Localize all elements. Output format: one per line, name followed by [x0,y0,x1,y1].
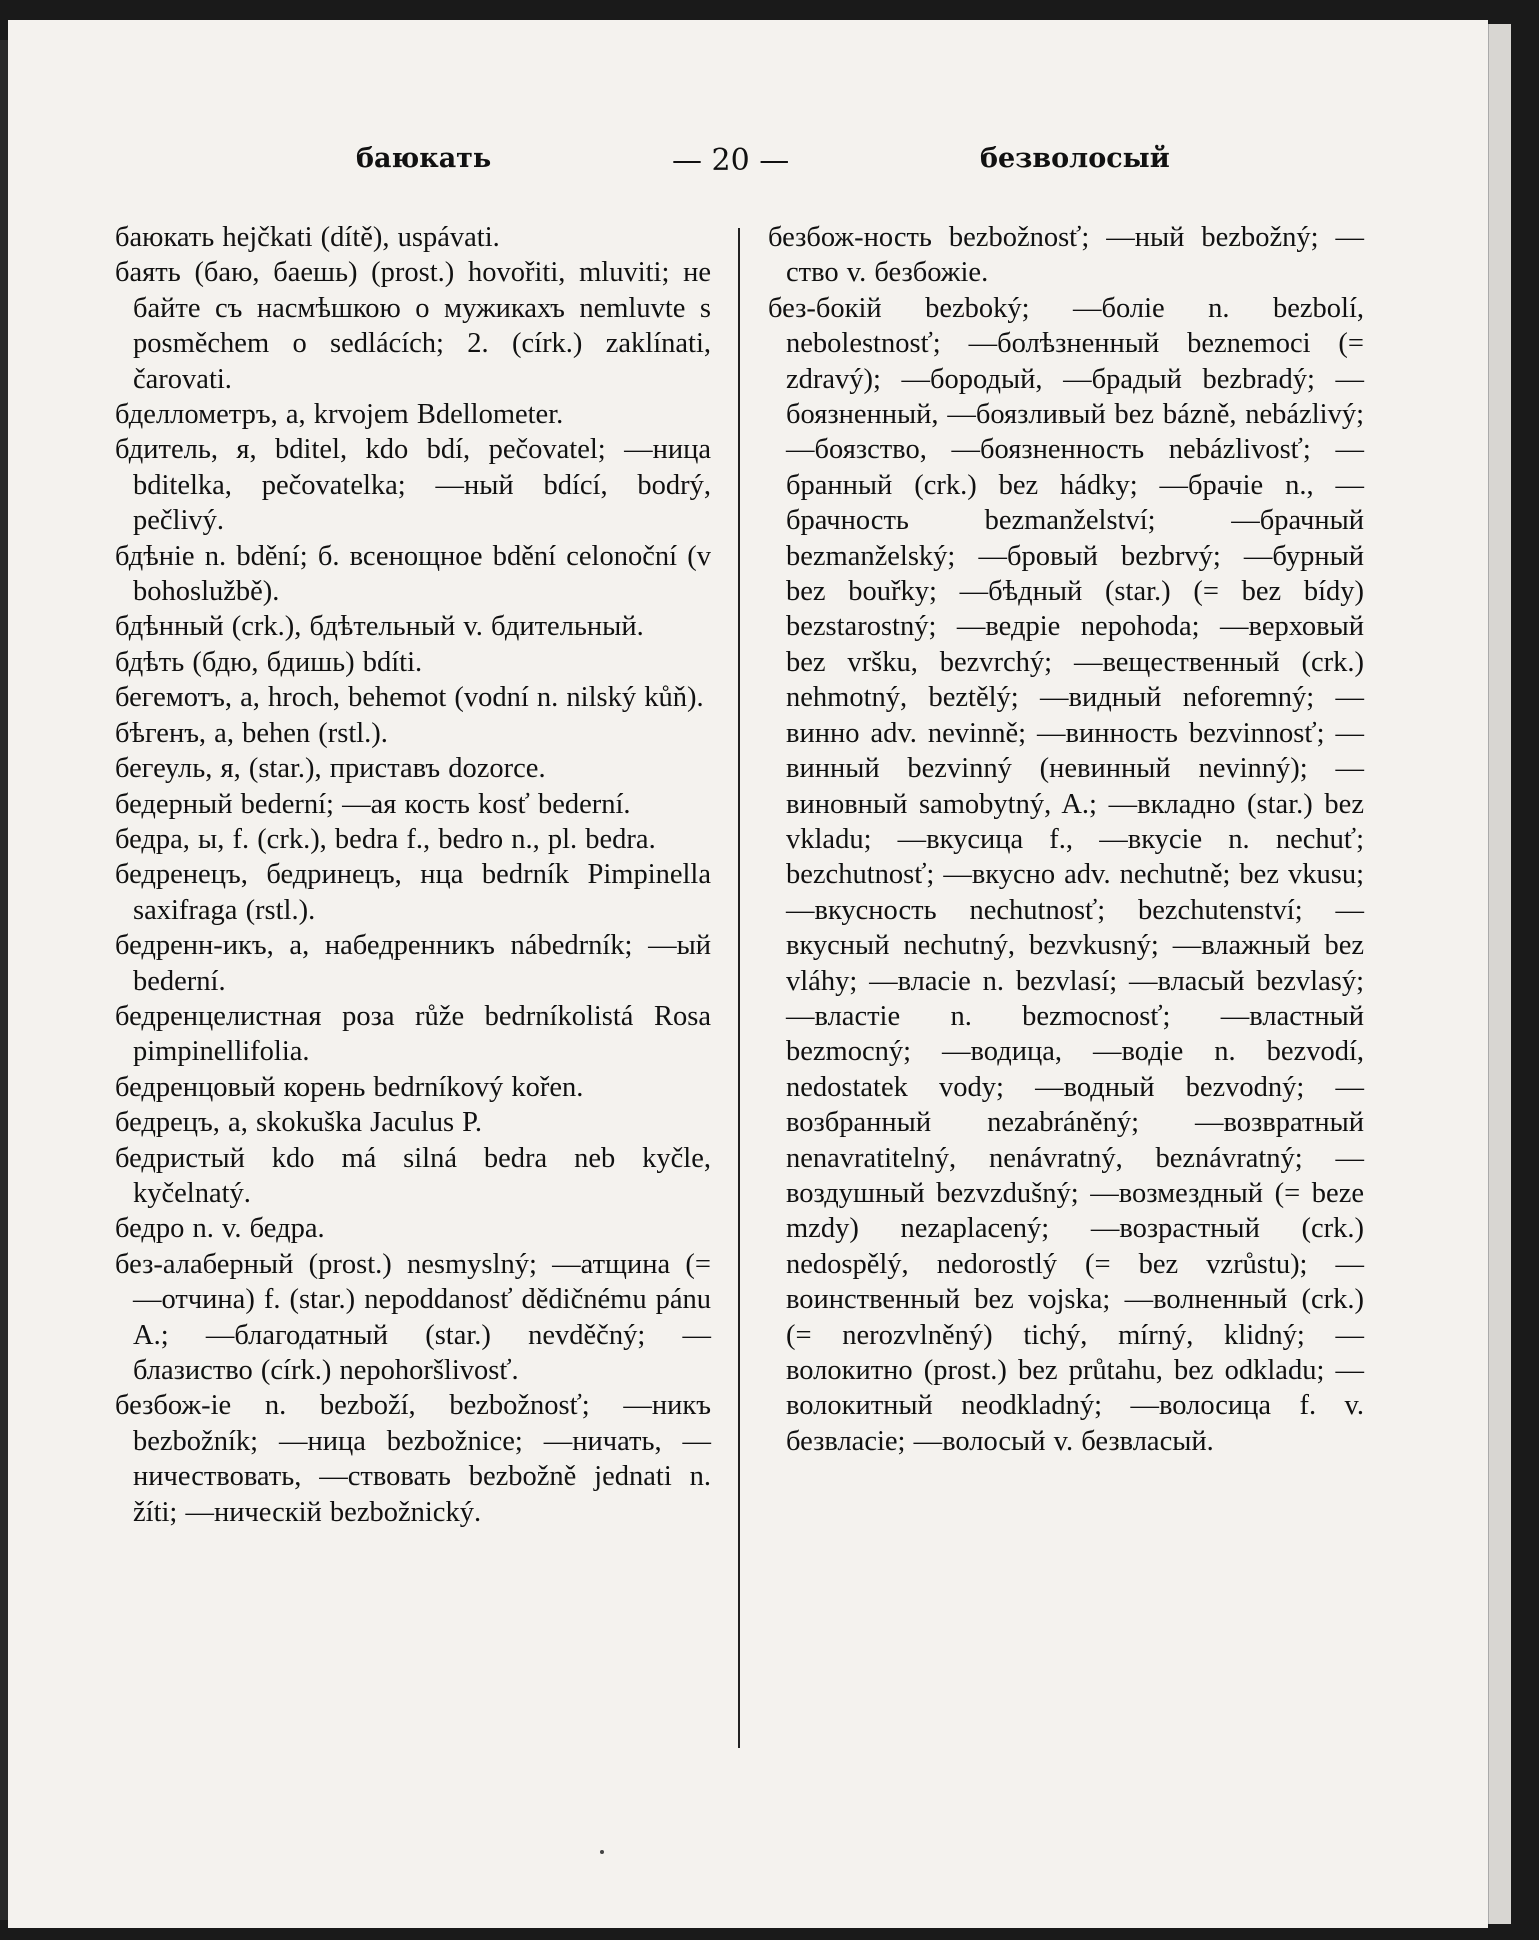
dictionary-page [8,20,1488,1928]
dictionary-entry: бедренецъ, бедринецъ, нца bedrník Pimpinella saxifraga (rstl.). [115,859,711,926]
dictionary-entry: бедро n. v. бедра. [115,1213,325,1245]
column-divider [738,228,740,1748]
dictionary-entry: без-бокій bezboký; —болie n. bezbolí, nebolestnosť; —болѣзненный beznemoci (= zdravý); —бородый, —брадый bezbradý; —боязненный, —боязливый bez bázně, nebázlivý; —боязство, —боязненность nebázlivosť; —бранный (crk.) bez hádky; —брачіе n., —брачность bezmanželství; —брачный bezmanželský; —бровый bezbrvý; —бурный bez bouřky; —бѣдный (star.) (= bez bídy) bezstarostný; —ведріе nepohoda; —верховый bez vršku, bezvrchý; —вещественный (crk.) nehmotný, beztělý; —видный neforemný; —винно adv. nevinně; —винность bezvinnosť; —винный bezvinný (невинный nevinný); —виновный samobytný, A.; —вкладно (star.) bez vkladu; —вкусица f., —вкусіе n. nechuť; bezchutnosť; —вкусно adv. nechutně; bez vkusu; —вкусность nechutnosť; bezchutenství; —вкусный nechutný, bezvkusný; —влажный bez vláhy; —власіе n. bezvlasí; —власый bezvlasý; —властіе n. bezmocnosť; —властный bezmocný; —водица, —водіе n. bezvodí, nedostatek vody; —водный bezvodný; —возбранный nezabráněný; —возвратный nenavratitelný, nenávratný, beznávratný; —воздушный bezvzdušný; —возмездный (= beze mzdy) nezaplacený; —возрастный (crk.) nedospělý, nedorostlý (= bez vzrůstu); —воинственный bez vojska; —волненный (crk.) (= nerozvlněný) tichý, mírný, klidný; —волокитно (prost.) bez průtahu, bez odkladu; —волокитный neodkladný; —волосица f. v. безвласіе; —волосый v. безвласый. [768,292,1364,1457]
dictionary-entry: бедерный bederní; —ая кость kosť bederní. [115,788,631,820]
dictionary-entry: баюкать hejčkati (dítě), uspávati. [115,222,500,253]
dictionary-entry: бедра, ы, f. (crk.), bedra f., bedro n., pl. bedra. [115,823,656,855]
dictionary-entry: бедренцелистная роза růže bedrníkolistá Rosa pimpinellifolia. [115,1000,711,1068]
page-header [8,143,1488,183]
dictionary-entry: безбож-ность bezbožnosť; —ный bezbožný; —ство v. безбожіе. [768,222,1364,289]
page-edge [1488,24,1511,1924]
dictionary-entry: бдѣть (бдю, бдишь) bdíti. [115,646,423,678]
dictionary-entry: бедренцовый корень bedrníkový kořen. [115,1071,584,1103]
dictionary-entry: бдѣніе n. bdění; б. всенощное bdění celonoční (v bohoslužbě). [115,540,711,608]
dictionary-entry: бегеуль, я, (star.), приставъ dozorce. [115,753,546,785]
header-left-guide-word: баюкать [356,143,492,174]
page-number: — 20 — [672,143,790,178]
print-speck [600,1850,604,1854]
header-right-guide-word: безволосый [980,143,1170,174]
dictionary-entry: без-алаберный (prost.) nesmyslný; —атщина (= —отчина) f. (star.) nepoddanosť dědičnému pánu A.; —благодатный (star.) nevděčný; —блазиство (círk.) nepohoršlivosť. [115,1248,711,1386]
dictionary-entry: бедристый kdo má silná bedra neb kyčle, kyčelnatý. [115,1142,711,1209]
right-column [768,220,1364,1459]
dictionary-entry: бѣгенъ, а, behen (rstl.). [115,717,388,749]
dictionary-entry: бедрецъ, а, skokuška Jaculus P. [115,1107,482,1139]
dictionary-entry: бедренн-икъ, а, набедренникъ nábedrník; —ый bederní. [115,930,711,997]
dictionary-entry: баять (баю, баешь) (prost.) hovořiti, mluviti; не байте съ насмѣшкою о мужикахъ nemluvte s posměchem o sedlácích; 2. (círk.) zaklínati, čarovati. [115,257,711,395]
dictionary-entry: безбож-іе n. bezboží, bezbožnosť; —никъ bezbožník; —ница bezbožnice; —ничать, —ничествовать, —ствовать bezbožně jednati n. žíti; —ническій bezbožnický. [115,1390,711,1528]
dictionary-entry: бдѣнный (crk.), бдѣтельный v. бдительный. [115,611,644,643]
dictionary-entry: бделлометръ, а, krvojem Bdellometer. [115,399,564,431]
dictionary-entry: бдитель, я, bditel, kdo bdí, pečovatel; —ница bditelka, pečovatelka; —ный bdící, bodrý, pečlivý. [115,434,711,537]
left-column [115,220,711,1530]
dictionary-entry: бегемотъ, а, hroch, behemot (vodní n. nilský kůň). [115,682,704,714]
